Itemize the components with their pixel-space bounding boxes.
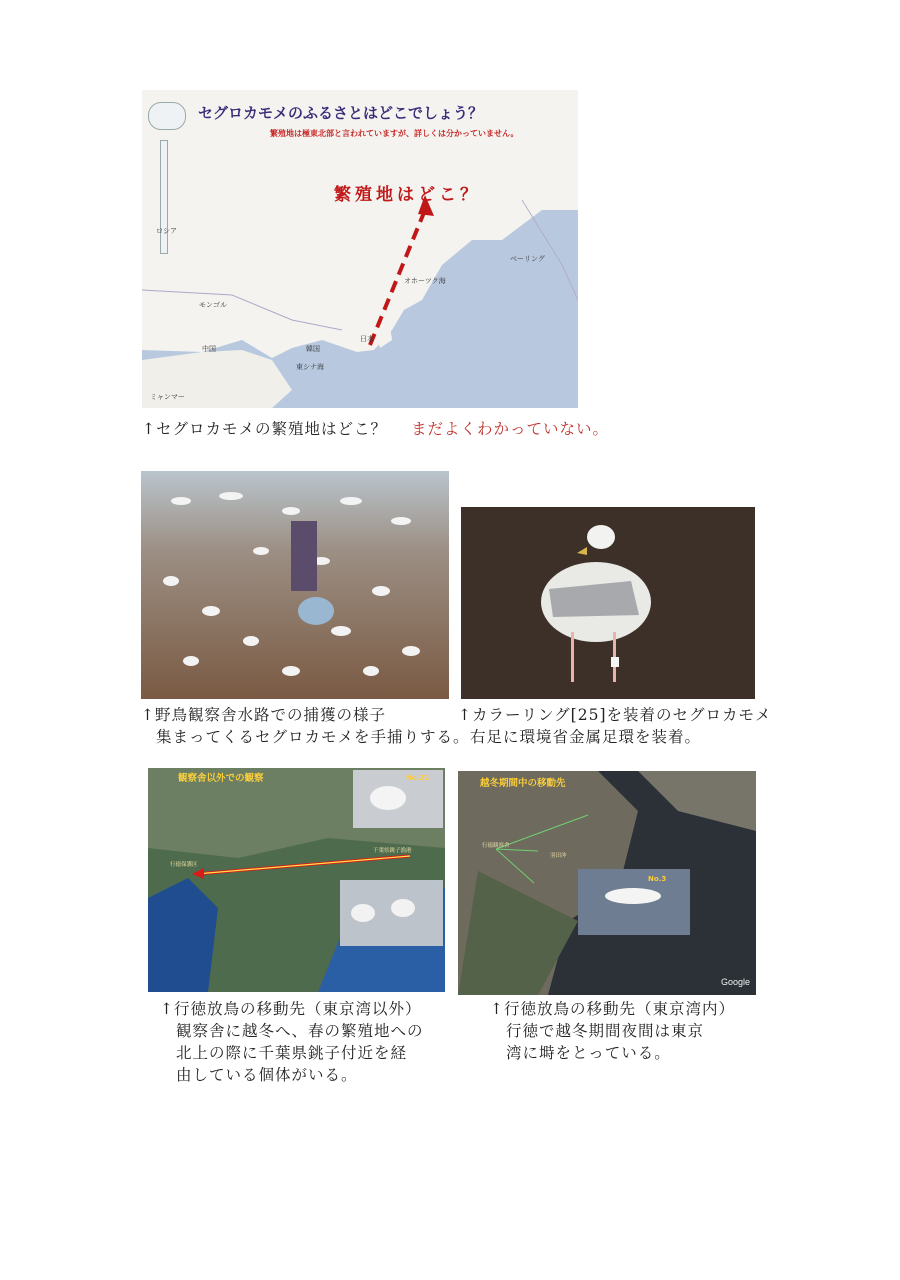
ring-caption-line1: ↑カラーリング[25]を装着のセグロカモメ	[458, 706, 772, 724]
map-subtitle: 繁殖地は極東北部と言われていますが、詳しくは分かっていません。	[270, 129, 519, 138]
sat-left-graphic	[148, 768, 445, 992]
zoom-slider[interactable]	[160, 140, 168, 254]
inside-bay-caption-line3: 湾に塒をとっている。	[506, 1044, 671, 1062]
inside-bay-caption-line1: ↑行徳放鳥の移動先（東京湾内）	[490, 1000, 735, 1018]
map-label-okhotsk: オホーツク海	[404, 277, 446, 285]
sat-left-badge: No.22	[406, 774, 430, 782]
sat-right-badge: No.3	[648, 875, 667, 883]
map-label-east-china-sea: 東シナ海	[296, 363, 324, 371]
sat-left-label-b: 千葉県銚子漁港	[373, 848, 412, 854]
map-label-japan: 日本	[360, 335, 374, 343]
outside-bay-satellite-map	[148, 768, 445, 992]
map-title: セグロカモメのふるさとはどこでしょう？	[198, 104, 484, 122]
map-question: 繁殖地はどこ？	[334, 185, 481, 205]
color-ring-gull-photo	[461, 507, 755, 699]
capture-caption	[141, 704, 470, 748]
capture-caption-line1: ↑野鳥観察舎水路での捕獲の様子	[141, 706, 386, 724]
sat-right-title: 越冬期間中の移動先	[480, 778, 566, 789]
map-label-korea: 韓国	[306, 345, 320, 353]
capture-photo	[141, 471, 449, 699]
map-label-mongolia: モンゴル	[199, 301, 227, 309]
map-label-russia: ロシア	[156, 227, 177, 235]
pan-control[interactable]	[148, 102, 186, 130]
sat-right-graphic	[458, 771, 756, 995]
inside-bay-caption	[490, 998, 735, 1064]
map-caption-highlight: まだよくわかっていない。	[410, 420, 609, 438]
map-label-myanmar: ミャンマー	[150, 393, 185, 401]
ring-caption-line2: 右足に環境省金属足環を装着。	[470, 728, 702, 746]
sat-right-label-b: 羽田沖	[550, 853, 567, 859]
outside-bay-caption	[160, 998, 424, 1086]
sat-left-title: 観察舎以外での観察	[178, 773, 264, 784]
map-caption	[142, 418, 609, 440]
outside-bay-caption-line2: 観察舎に越冬へ、春の繁殖地への	[176, 1022, 424, 1040]
inside-bay-caption-line2: 行徳で越冬期間夜間は東京	[506, 1022, 705, 1040]
map-label-china: 中国	[202, 345, 216, 353]
capture-photo-graphic	[141, 471, 449, 699]
outside-bay-caption-line3: 北上の際に千葉県銚子付近を経	[176, 1044, 408, 1062]
map-label-bering: ベーリング	[510, 255, 545, 263]
outside-bay-caption-line4: 由している個体がいる。	[176, 1066, 358, 1084]
google-watermark: Google	[720, 977, 750, 987]
sat-left-label-a: 行徳保護区	[170, 862, 198, 868]
outside-bay-caption-line1: ↑行徳放鳥の移動先（東京湾以外）	[160, 1000, 422, 1018]
inside-bay-satellite-map	[458, 771, 756, 995]
sat-right-label-a: 行徳観察舎	[482, 843, 510, 849]
ring-caption	[458, 704, 772, 748]
capture-caption-line2: 集まってくるセグロカモメを手捕りする。	[156, 728, 470, 746]
breeding-ground-map	[142, 90, 578, 408]
gull-photo-graphic	[461, 507, 755, 699]
map-caption-text: ↑セグロカモメの繁殖地はどこ？	[142, 420, 387, 438]
